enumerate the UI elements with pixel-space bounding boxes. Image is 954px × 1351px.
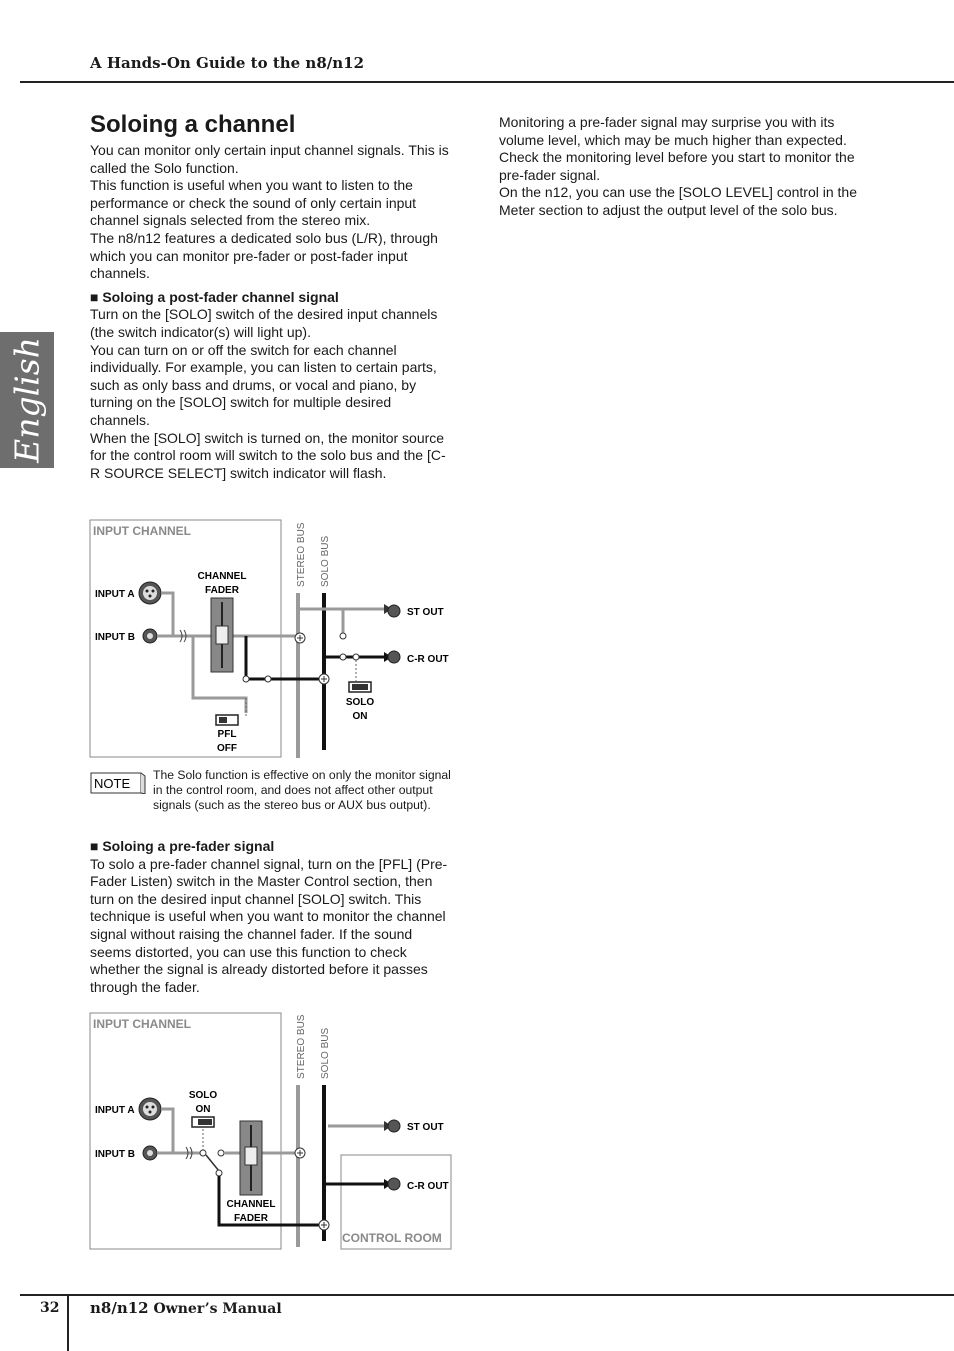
intro-paragraph: You can monitor only certain input channel signals. This is called the Solo function. (90, 142, 449, 176)
footer-title (90, 1299, 282, 1317)
st-out-jack-icon (388, 605, 400, 617)
right-paragraph: On the n12, you can use the [SOLO LEVEL] control in the Meter section to adjust the output level of the solo bus. (499, 184, 857, 218)
note-badge-label: NOTE (94, 776, 131, 791)
post-fader-heading: ■ Soloing a post-fader channel signal (90, 288, 339, 305)
pre-fader-heading: ■ Soloing a pre-fader signal (90, 838, 275, 854)
cr-out-jack-icon (388, 651, 400, 663)
right-paragraph: Monitoring a pre-fader signal may surprise you with its volume level, which may be much higher than expected. Check the monitoring level before you start to monitor the pre-fader signal. (499, 114, 855, 183)
left-column-top (90, 142, 454, 482)
left-column-bottom (90, 838, 454, 996)
stereo-bus-label: STEREO BUS (296, 1014, 307, 1079)
pre-fader-solo-diagram (88, 1011, 458, 1253)
solo-switch-label: ON (352, 711, 368, 722)
pre-fader-paragraph: To solo a pre-fader channel signal, turn on the [PFL] (Pre-Fader Listen) switch in the Master Control section, then turn on the desired input channel [SOLO] switch. This technique is useful when you want to monitor the channel signal without raising the channel fader. If the sound seems distorted, you can use this function to check whether the signal is already distorted before it passes through the fader. (90, 855, 448, 995)
right-column (499, 114, 863, 220)
st-out-jack-icon (388, 1120, 400, 1132)
input-channel-label: INPUT CHANNEL (93, 1017, 191, 1031)
st-out-label: ST OUT (407, 1122, 444, 1133)
post-fader-paragraph: When the [SOLO] switch is turned on, the monitor source for the control room will switch to the solo bus and the [C-R SOURCE SELECT] switch indicator will flash. (90, 429, 446, 481)
stereo-bus-label: STEREO BUS (296, 522, 307, 587)
section-title: Soloing a channel (90, 111, 296, 138)
page-number: 32 (40, 1300, 60, 1316)
intro-paragraph: The n8/n12 features a dedicated solo bus (L/R), through which you can monitor pre-fader or post-fader input channels. (90, 229, 438, 282)
note-text: The Solo function is effective on only the monitor signal in the control room, and does not affect other output signals (such as the stereo bus or AUX bus output). (153, 768, 451, 812)
running-header: A Hands-On Guide to the n8/n12 (90, 54, 365, 72)
footer-rule (20, 1294, 954, 1296)
post-fader-paragraph: You can turn on or off the switch for each channel individually. For example, you can listen to certain parts, such as only bass and drums, or vocal and piano, by turning on the [SOLO] switch for multiple desired channels. (90, 341, 437, 428)
post-fader-paragraph: Turn on the [SOLO] switch of the desired input channels (the switch indicator(s) will light up). (90, 306, 438, 340)
footer-manual-label: Owner’s Manual (153, 1301, 282, 1317)
cr-out-label: C-R OUT (407, 654, 449, 665)
st-out-label: ST OUT (407, 607, 444, 618)
solo-bus-label: SOLO BUS (320, 535, 331, 587)
header-rule (20, 81, 954, 83)
channel-fader-label: FADER (205, 585, 239, 596)
pfl-switch-label: PFL (217, 729, 237, 740)
language-tab (0, 332, 54, 468)
cr-out-label: C-R OUT (407, 1181, 449, 1192)
input-a-label: INPUT A (95, 1105, 135, 1116)
footer-divider (67, 1296, 69, 1351)
footer-model: n8/n12 (90, 1299, 149, 1317)
intro-paragraph: This function is useful when you want to listen to the performance or check the sound of only certain input channel signals selected from the stereo mix. (90, 177, 417, 229)
pfl-switch-label: OFF (217, 743, 237, 754)
input-a-label: INPUT A (95, 589, 135, 600)
input-channel-label: INPUT CHANNEL (93, 524, 191, 538)
channel-fader-label: CHANNEL (197, 571, 247, 582)
input-b-label: INPUT B (95, 632, 135, 643)
xlr-jack-inner (143, 586, 157, 600)
post-fader-solo-diagram (88, 518, 458, 763)
channel-fader-label: CHANNEL (226, 1199, 276, 1210)
solo-bus-label: SOLO BUS (320, 1027, 331, 1079)
note-badge-icon (90, 772, 146, 794)
control-room-label: CONTROL ROOM (342, 1231, 442, 1245)
cr-out-jack-icon (388, 1178, 400, 1190)
language-tab-label: English (7, 337, 47, 463)
input-b-label: INPUT B (95, 1149, 135, 1160)
solo-switch-label: SOLO (188, 1090, 218, 1101)
solo-switch-label: ON (195, 1104, 211, 1115)
solo-switch-label: SOLO (345, 697, 375, 708)
channel-fader-label: FADER (234, 1213, 268, 1224)
